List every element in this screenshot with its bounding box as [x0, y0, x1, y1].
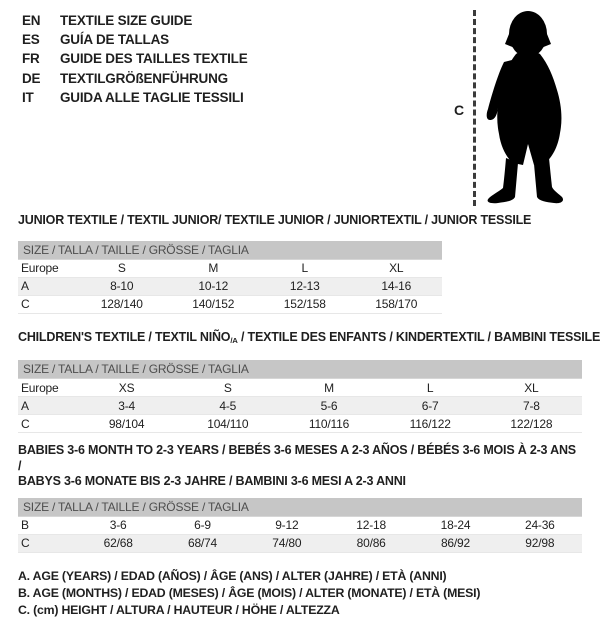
- language-row: [22, 30, 248, 49]
- baby-silhouette: [482, 8, 570, 206]
- value-cell: 6-9: [194, 518, 211, 533]
- table-row: [18, 259, 442, 277]
- value-cell: 110/116: [308, 416, 350, 431]
- language-row: [22, 69, 248, 88]
- value-cell: 12-13: [289, 279, 320, 293]
- value-cell: 92/98: [525, 536, 555, 551]
- value-cell: 158/170: [375, 297, 418, 311]
- section-title-junior: JUNIOR TEXTILE / TEXTIL JUNIOR/ TEXTILE JUNIOR / JUNIORTEXTIL / JUNIOR TESSILE: [18, 213, 532, 227]
- size-bar: SIZE / TALLA / TAILLE / GRÖSSE / TAGLIA: [18, 241, 442, 259]
- row-label-cell: C: [21, 416, 30, 431]
- value-cell: S: [223, 380, 232, 395]
- value-cell: 80/86: [356, 536, 386, 551]
- lang-code: IT: [22, 89, 34, 105]
- row-label-cell: Europe: [21, 380, 59, 395]
- footnote-a: A. AGE (YEARS) / EDAD (AÑOS) / ÂGE (ANS) / ALTER (JAHRE) / ETÀ (ANNI): [18, 568, 447, 583]
- section-junior: [18, 213, 582, 314]
- lang-title: GUÍA DE TALLAS: [60, 32, 169, 48]
- value-cell: 18-24: [440, 518, 471, 533]
- lang-title: TEXTILGRÖßENFÜHRUNG: [60, 70, 228, 86]
- babies-title-line2: BABYS 3-6 MONATE BIS 2-3 JAHRE / BAMBINI 3-6 MESI A 2-3 ANNI: [18, 474, 406, 489]
- value-cell: 12-18: [356, 518, 386, 533]
- value-cell: 122/128: [510, 416, 553, 431]
- table-row: [18, 534, 582, 552]
- value-cell: 3-6: [109, 518, 127, 533]
- section-babies: [18, 443, 582, 553]
- language-header: [22, 11, 248, 107]
- size-guide-content: [18, 213, 600, 620]
- table-row: [18, 379, 582, 397]
- footnotes: [18, 568, 582, 620]
- size-bar: SIZE / TALLA / TAILLE / GRÖSSE / TAGLIA: [18, 498, 582, 516]
- section-title-children: CHILDREN'S TEXTILE / TEXTIL $NIÑO_{/A}$ / TEXTILE DES ENFANTS / KINDERTEXTIL / BAMBINI TESSILE: [18, 329, 600, 345]
- lang-code: ES: [22, 32, 40, 48]
- table-row: [18, 295, 442, 313]
- height-measure-label: C: [454, 102, 464, 118]
- value-cell: M: [324, 380, 334, 395]
- value-cell: 3-4: [118, 398, 135, 413]
- value-cell: L: [426, 380, 434, 395]
- section-title-babies: [18, 443, 582, 490]
- value-cell: M: [208, 261, 219, 275]
- value-cell: XS: [118, 380, 135, 395]
- value-cell: 14-16: [381, 279, 412, 293]
- value-cell: 4-5: [219, 398, 237, 413]
- value-cell: S: [117, 261, 126, 275]
- value-cell: 152/158: [283, 297, 326, 311]
- table-row: [18, 277, 442, 295]
- table-row: [18, 516, 582, 534]
- value-cell: 140/152: [192, 297, 235, 311]
- section-children: [18, 329, 600, 434]
- value-cell: 5-6: [320, 398, 338, 413]
- value-cell: 6-7: [421, 398, 439, 413]
- lang-code: DE: [22, 70, 41, 86]
- lang-title: TEXTILE SIZE GUIDE: [60, 13, 193, 28]
- height-measure-line: [473, 10, 476, 206]
- row-label-cell: C: [21, 536, 30, 551]
- footnote-b: B. AGE (MONTHS) / EDAD (MESES) / ÂGE (MOIS) / ALTER (MONATE) / ETÀ (MESI): [18, 585, 481, 600]
- value-cell: 104/110: [207, 416, 249, 431]
- lang-code: FR: [22, 51, 40, 67]
- children-size-table: [18, 378, 582, 433]
- language-row: [22, 88, 248, 107]
- lang-title: GUIDE DES TAILLES TEXTILE: [60, 51, 248, 67]
- row-label-cell: C: [21, 297, 30, 311]
- row-label-cell: A: [21, 398, 29, 413]
- lang-title: GUIDA ALLE TAGLIE TESSILI: [60, 89, 244, 105]
- value-cell: 7-8: [523, 398, 540, 413]
- language-row: [22, 49, 248, 68]
- value-cell: XL: [389, 261, 404, 275]
- table-row: [18, 397, 582, 415]
- value-cell: 116/122: [409, 416, 451, 431]
- babies-title-line1: BABIES 3-6 MONTH TO 2-3 YEARS / BEBÉS 3-6 MESES A 2-3 AÑOS / BÉBÉS 3-6 MOIS À 2-3 ANS /: [18, 443, 576, 473]
- row-label-cell: A: [21, 279, 29, 293]
- language-row: [22, 11, 248, 30]
- value-cell: 9-12: [275, 518, 299, 533]
- value-cell: XL: [524, 380, 539, 395]
- value-cell: 10-12: [198, 279, 229, 293]
- value-cell: 74/80: [272, 536, 302, 551]
- row-label-cell: Europe: [21, 261, 59, 275]
- title-subscript: /A: [230, 335, 238, 345]
- babies-size-table: [18, 516, 582, 553]
- size-bar: SIZE / TALLA / TAILLE / GRÖSSE / TAGLIA: [18, 360, 582, 378]
- lang-code: EN: [22, 13, 41, 28]
- footnote-c: C. (cm) HEIGHT / ALTURA / HAUTEUR / HÖHE / ALTEZZA: [18, 603, 340, 618]
- value-cell: 86/92: [440, 536, 470, 551]
- value-cell: 24-36: [524, 518, 555, 533]
- value-cell: 8-10: [110, 279, 134, 293]
- value-cell: 68/74: [187, 536, 217, 551]
- value-cell: L: [301, 261, 308, 275]
- table-row: [18, 415, 582, 433]
- row-label-cell: B: [21, 518, 29, 533]
- value-cell: 62/68: [103, 536, 133, 551]
- junior-size-table: [18, 259, 442, 314]
- value-cell: 98/104: [108, 416, 145, 431]
- value-cell: 128/140: [100, 297, 143, 311]
